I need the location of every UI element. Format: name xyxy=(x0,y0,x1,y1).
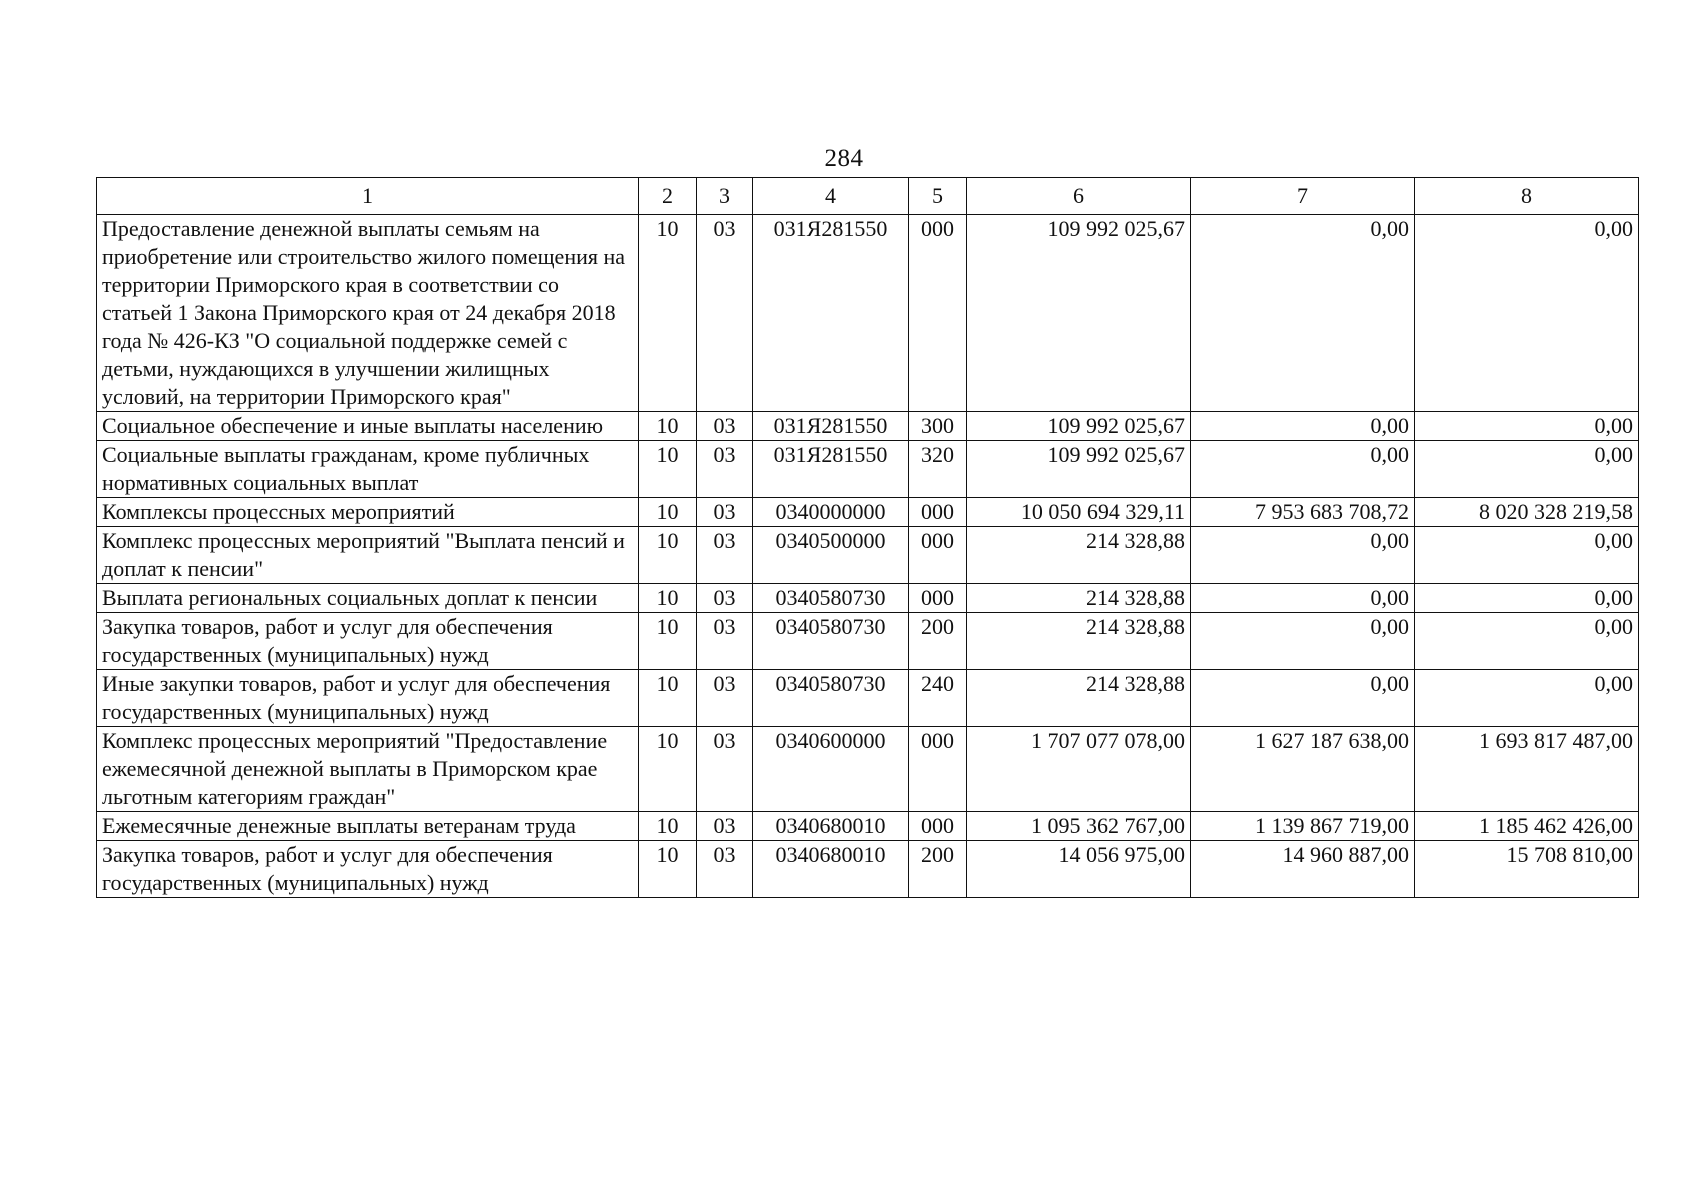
amount-col6: 214 328,88 xyxy=(967,670,1191,727)
amount-col7: 14 960 887,00 xyxy=(1191,841,1415,898)
table-row xyxy=(97,584,1639,613)
target-article-code: 031Я281550 xyxy=(753,215,909,412)
amount-col6: 1 707 077 078,00 xyxy=(967,727,1191,812)
expense-type-code: 320 xyxy=(909,441,967,498)
table-row xyxy=(97,412,1639,441)
table-header xyxy=(97,178,1639,215)
column-header: 7 xyxy=(1191,178,1415,215)
section-code: 10 xyxy=(639,613,697,670)
section-code: 10 xyxy=(639,727,697,812)
expense-type-code: 000 xyxy=(909,527,967,584)
target-article-code: 0340500000 xyxy=(753,527,909,584)
amount-col7: 1 139 867 719,00 xyxy=(1191,812,1415,841)
subsection-code: 03 xyxy=(697,412,753,441)
table-row xyxy=(97,613,1639,670)
table-row xyxy=(97,215,1639,412)
target-article-code: 0340680010 xyxy=(753,812,909,841)
item-name: Предоставление денежной выплаты семьям на приобретение или строительство жилого помещения на территории Приморского края в соответствии со статьей 1 Закона Приморского края от 24 декабря 2018 года № 426-КЗ "О социальной поддержке семей с детьми, нуждающихся в улучшении жилищных условий, на территории Приморского края" xyxy=(97,215,639,412)
amount-col8: 0,00 xyxy=(1415,441,1639,498)
amount-col7: 0,00 xyxy=(1191,412,1415,441)
amount-col8: 15 708 810,00 xyxy=(1415,841,1639,898)
amount-col7: 1 627 187 638,00 xyxy=(1191,727,1415,812)
expense-type-code: 000 xyxy=(909,727,967,812)
amount-col7: 0,00 xyxy=(1191,584,1415,613)
item-name: Закупка товаров, работ и услуг для обеспечения государственных (муниципальных) нужд xyxy=(97,841,639,898)
column-header: 2 xyxy=(639,178,697,215)
section-code: 10 xyxy=(639,670,697,727)
expense-type-code: 000 xyxy=(909,215,967,412)
table-row xyxy=(97,812,1639,841)
amount-col7: 0,00 xyxy=(1191,441,1415,498)
amount-col8: 0,00 xyxy=(1415,584,1639,613)
amount-col6: 109 992 025,67 xyxy=(967,215,1191,412)
expense-type-code: 200 xyxy=(909,613,967,670)
subsection-code: 03 xyxy=(697,527,753,584)
amount-col8: 0,00 xyxy=(1415,670,1639,727)
amount-col7: 0,00 xyxy=(1191,613,1415,670)
item-name: Выплата региональных социальных доплат к пенсии xyxy=(97,584,639,613)
table-row xyxy=(97,841,1639,898)
amount-col8: 1 693 817 487,00 xyxy=(1415,727,1639,812)
section-code: 10 xyxy=(639,441,697,498)
section-code: 10 xyxy=(639,584,697,613)
subsection-code: 03 xyxy=(697,441,753,498)
subsection-code: 03 xyxy=(697,841,753,898)
target-article-code: 031Я281550 xyxy=(753,441,909,498)
subsection-code: 03 xyxy=(697,613,753,670)
target-article-code: 0340000000 xyxy=(753,498,909,527)
target-article-code: 0340580730 xyxy=(753,670,909,727)
target-article-code: 0340600000 xyxy=(753,727,909,812)
amount-col8: 1 185 462 426,00 xyxy=(1415,812,1639,841)
item-name: Социальное обеспечение и иные выплаты населению xyxy=(97,412,639,441)
item-name: Комплекс процессных мероприятий "Выплата пенсий и доплат к пенсии" xyxy=(97,527,639,584)
amount-col8: 0,00 xyxy=(1415,215,1639,412)
item-name: Социальные выплаты гражданам, кроме публичных нормативных социальных выплат xyxy=(97,441,639,498)
amount-col6: 109 992 025,67 xyxy=(967,441,1191,498)
target-article-code: 0340580730 xyxy=(753,613,909,670)
amount-col8: 0,00 xyxy=(1415,412,1639,441)
amount-col6: 10 050 694 329,11 xyxy=(967,498,1191,527)
table-row xyxy=(97,498,1639,527)
amount-col6: 214 328,88 xyxy=(967,527,1191,584)
column-header: 3 xyxy=(697,178,753,215)
item-name: Комплекс процессных мероприятий "Предоставление ежемесячной денежной выплаты в Приморском крае льготным категориям граждан" xyxy=(97,727,639,812)
expense-type-code: 300 xyxy=(909,412,967,441)
subsection-code: 03 xyxy=(697,498,753,527)
amount-col6: 1 095 362 767,00 xyxy=(967,812,1191,841)
expense-type-code: 000 xyxy=(909,584,967,613)
section-code: 10 xyxy=(639,498,697,527)
item-name: Закупка товаров, работ и услуг для обеспечения государственных (муниципальных) нужд xyxy=(97,613,639,670)
column-header: 1 xyxy=(97,178,639,215)
target-article-code: 0340680010 xyxy=(753,841,909,898)
subsection-code: 03 xyxy=(697,215,753,412)
amount-col7: 0,00 xyxy=(1191,215,1415,412)
subsection-code: 03 xyxy=(697,812,753,841)
table-row xyxy=(97,441,1639,498)
amount-col6: 214 328,88 xyxy=(967,613,1191,670)
amount-col6: 109 992 025,67 xyxy=(967,412,1191,441)
amount-col7: 0,00 xyxy=(1191,527,1415,584)
amount-col7: 0,00 xyxy=(1191,670,1415,727)
column-header: 8 xyxy=(1415,178,1639,215)
target-article-code: 0340580730 xyxy=(753,584,909,613)
expense-type-code: 000 xyxy=(909,498,967,527)
subsection-code: 03 xyxy=(697,727,753,812)
column-header: 4 xyxy=(753,178,909,215)
section-code: 10 xyxy=(639,812,697,841)
amount-col8: 8 020 328 219,58 xyxy=(1415,498,1639,527)
subsection-code: 03 xyxy=(697,670,753,727)
column-header: 6 xyxy=(967,178,1191,215)
section-code: 10 xyxy=(639,215,697,412)
section-code: 10 xyxy=(639,527,697,584)
expense-type-code: 200 xyxy=(909,841,967,898)
amount-col8: 0,00 xyxy=(1415,613,1639,670)
item-name: Иные закупки товаров, работ и услуг для обеспечения государственных (муниципальных) нужд xyxy=(97,670,639,727)
amount-col7: 7 953 683 708,72 xyxy=(1191,498,1415,527)
budget-table xyxy=(96,177,1639,898)
table-row xyxy=(97,527,1639,584)
expense-type-code: 240 xyxy=(909,670,967,727)
section-code: 10 xyxy=(639,841,697,898)
table-body xyxy=(97,215,1639,898)
column-header: 5 xyxy=(909,178,967,215)
target-article-code: 031Я281550 xyxy=(753,412,909,441)
page-number: 284 xyxy=(824,145,864,172)
subsection-code: 03 xyxy=(697,584,753,613)
table-row xyxy=(97,670,1639,727)
expense-type-code: 000 xyxy=(909,812,967,841)
amount-col8: 0,00 xyxy=(1415,527,1639,584)
item-name: Ежемесячные денежные выплаты ветеранам труда xyxy=(97,812,639,841)
section-code: 10 xyxy=(639,412,697,441)
header-row xyxy=(97,178,1639,215)
amount-col6: 214 328,88 xyxy=(967,584,1191,613)
item-name: Комплексы процессных мероприятий xyxy=(97,498,639,527)
table-row xyxy=(97,727,1639,812)
amount-col6: 14 056 975,00 xyxy=(967,841,1191,898)
